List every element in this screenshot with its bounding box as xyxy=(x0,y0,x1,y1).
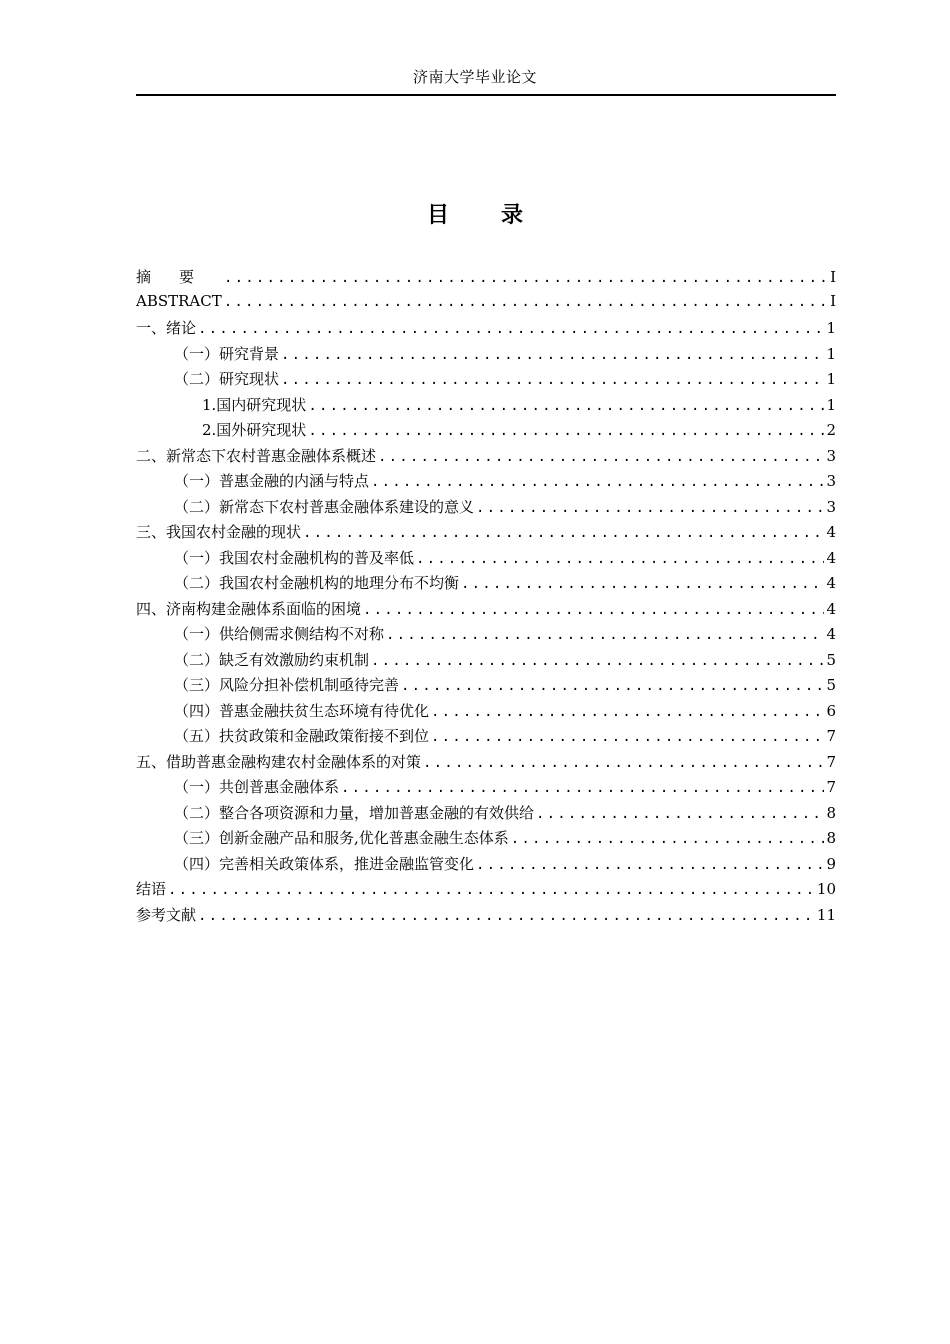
toc-leader-dots xyxy=(461,576,824,592)
toc-entry[interactable] xyxy=(136,878,836,904)
toc-leader-dots xyxy=(224,294,828,310)
toc-entry-page: 3 xyxy=(826,472,836,490)
toc-entry-label: （二）缺乏有效激励约束机制 xyxy=(174,650,370,669)
toc-leader-dots xyxy=(168,882,815,898)
running-header: 济南大学毕业论文 xyxy=(412,68,537,86)
toc-entry-label: 摘要 xyxy=(136,268,223,286)
toc-leader-dots xyxy=(303,525,824,541)
toc-entry-label: 参考文献 xyxy=(136,905,197,924)
table-of-contents xyxy=(136,266,836,929)
toc-entry[interactable] xyxy=(136,470,836,496)
toc-entry[interactable] xyxy=(136,776,836,802)
toc-entry-label: （二）我国农村金融机构的地理分布不均衡 xyxy=(174,574,460,592)
toc-leader-dots xyxy=(198,321,824,337)
toc-leader-dots xyxy=(363,602,824,618)
toc-entry-label: （一）供给侧需求侧结构不对称 xyxy=(174,625,385,643)
toc-entry[interactable] xyxy=(136,343,836,369)
toc-entry-page: 5 xyxy=(826,676,836,694)
toc-leader-dots xyxy=(198,908,815,924)
toc-leader-dots xyxy=(431,704,824,720)
toc-entry[interactable] xyxy=(136,368,836,394)
toc-leader-dots xyxy=(536,806,824,822)
toc-entry[interactable] xyxy=(136,496,836,522)
toc-leader-dots xyxy=(378,449,824,465)
toc-leader-dots xyxy=(416,551,824,567)
toc-leader-dots xyxy=(476,857,824,873)
toc-entry-label: （二）研究现状 xyxy=(174,370,280,388)
toc-entry[interactable] xyxy=(136,725,836,751)
toc-entry-page: 4 xyxy=(826,599,836,618)
toc-entry-label: 三、我国农村金融的现状 xyxy=(136,523,302,541)
toc-entry[interactable] xyxy=(136,751,836,777)
toc-entry-label: （一）普惠金融的内涵与特点 xyxy=(174,472,370,490)
toc-entry-page: 2 xyxy=(826,421,836,439)
toc-entry[interactable] xyxy=(136,394,836,420)
toc-entry-page: 5 xyxy=(826,650,836,669)
toc-entry-label: 2.国外研究现状 xyxy=(202,421,307,439)
toc-leader-dots xyxy=(224,270,828,286)
toc-leader-dots xyxy=(511,831,825,847)
toc-entry-label: 结语 xyxy=(136,880,167,898)
toc-leader-dots xyxy=(281,347,824,363)
toc-title-char: 目 xyxy=(426,202,449,228)
toc-entry-page: 4 xyxy=(826,548,836,567)
toc-entry-page: 7 xyxy=(826,752,836,771)
toc-entry[interactable] xyxy=(136,904,836,930)
toc-entry-label: 二、新常态下农村普惠金融体系概述 xyxy=(136,446,377,465)
toc-entry-page: I xyxy=(830,291,836,310)
toc-leader-dots xyxy=(308,423,824,439)
toc-entry[interactable] xyxy=(136,419,836,445)
toc-entry-page: 6 xyxy=(826,701,836,720)
toc-entry-label: 一、绪论 xyxy=(136,319,197,337)
toc-entry-label: （一）研究背景 xyxy=(174,344,280,363)
toc-entry-label: ABSTRACT xyxy=(136,291,222,310)
toc-entry-page: 4 xyxy=(826,625,836,643)
toc-entry-page: 1 xyxy=(826,319,836,337)
toc-entry[interactable] xyxy=(136,827,836,853)
toc-entry[interactable] xyxy=(136,445,836,471)
toc-entry[interactable] xyxy=(136,802,836,828)
toc-entry-page: 3 xyxy=(826,446,836,465)
toc-entry[interactable] xyxy=(136,317,836,343)
toc-entry-page: 8 xyxy=(826,829,836,847)
toc-entry-page: 9 xyxy=(826,854,836,873)
toc-entry-page: 3 xyxy=(826,497,836,516)
toc-entry-page: 4 xyxy=(826,574,836,592)
toc-leader-dots xyxy=(371,653,824,669)
toc-title-char: 录 xyxy=(501,202,524,228)
toc-entry[interactable] xyxy=(136,649,836,675)
toc-entry-page: 4 xyxy=(826,523,836,541)
toc-entry[interactable] xyxy=(136,292,836,318)
toc-entry-label: （五）扶贫政策和金融政策衔接不到位 xyxy=(174,727,430,745)
toc-entry-label: 四、济南构建金融体系面临的困境 xyxy=(136,599,362,618)
toc-entry-label: 1.国内研究现状 xyxy=(202,395,307,414)
toc-leader-dots xyxy=(476,500,824,516)
toc-entry-page: 10 xyxy=(816,880,836,898)
toc-entry[interactable] xyxy=(136,266,836,292)
toc-entry-label: （一）我国农村金融机构的普及率低 xyxy=(174,548,415,567)
toc-entry-page: 11 xyxy=(816,905,836,924)
toc-leader-dots xyxy=(308,398,824,414)
toc-leader-dots xyxy=(281,372,824,388)
toc-entry[interactable] xyxy=(136,521,836,547)
toc-entry[interactable] xyxy=(136,572,836,598)
toc-leader-dots xyxy=(386,627,824,643)
toc-leader-dots xyxy=(431,729,824,745)
toc-entry-label: （四）完善相关政策体系，推进金融监管变化 xyxy=(174,854,475,873)
toc-entry-page: 8 xyxy=(826,803,836,822)
toc-entry-page: 1 xyxy=(826,395,836,414)
toc-entry-label: （三）创新金融产品和服务,优化普惠金融生态体系 xyxy=(174,829,509,847)
toc-entry-page: 1 xyxy=(826,370,836,388)
toc-entry[interactable] xyxy=(136,598,836,624)
toc-entry-label: （三）风险分担补偿机制亟待完善 xyxy=(174,676,400,694)
header-rule xyxy=(136,94,836,96)
toc-entry-label: （二）整合各项资源和力量，增加普惠金融的有效供给 xyxy=(174,803,535,822)
toc-entry[interactable] xyxy=(136,547,836,573)
toc-leader-dots xyxy=(371,474,824,490)
toc-entry-page: 7 xyxy=(826,778,836,796)
toc-entry-label: （四）普惠金融扶贫生态环境有待优化 xyxy=(174,701,430,720)
toc-entry[interactable] xyxy=(136,623,836,649)
toc-entry-label: 五、借助普惠金融构建农村金融体系的对策 xyxy=(136,752,422,771)
toc-entry-label: （一）共创普惠金融体系 xyxy=(174,778,340,796)
toc-entry-page: 1 xyxy=(826,344,836,363)
toc-leader-dots xyxy=(401,678,824,694)
toc-entry-label: （二）新常态下农村普惠金融体系建设的意义 xyxy=(174,497,475,516)
toc-entry-page: 7 xyxy=(826,727,836,745)
toc-entry[interactable] xyxy=(136,674,836,700)
toc-entry-page: I xyxy=(830,268,836,286)
toc-entry[interactable] xyxy=(136,700,836,726)
toc-leader-dots xyxy=(423,755,824,771)
toc-entry[interactable] xyxy=(136,853,836,879)
toc-leader-dots xyxy=(341,780,824,796)
toc-title xyxy=(0,198,950,229)
